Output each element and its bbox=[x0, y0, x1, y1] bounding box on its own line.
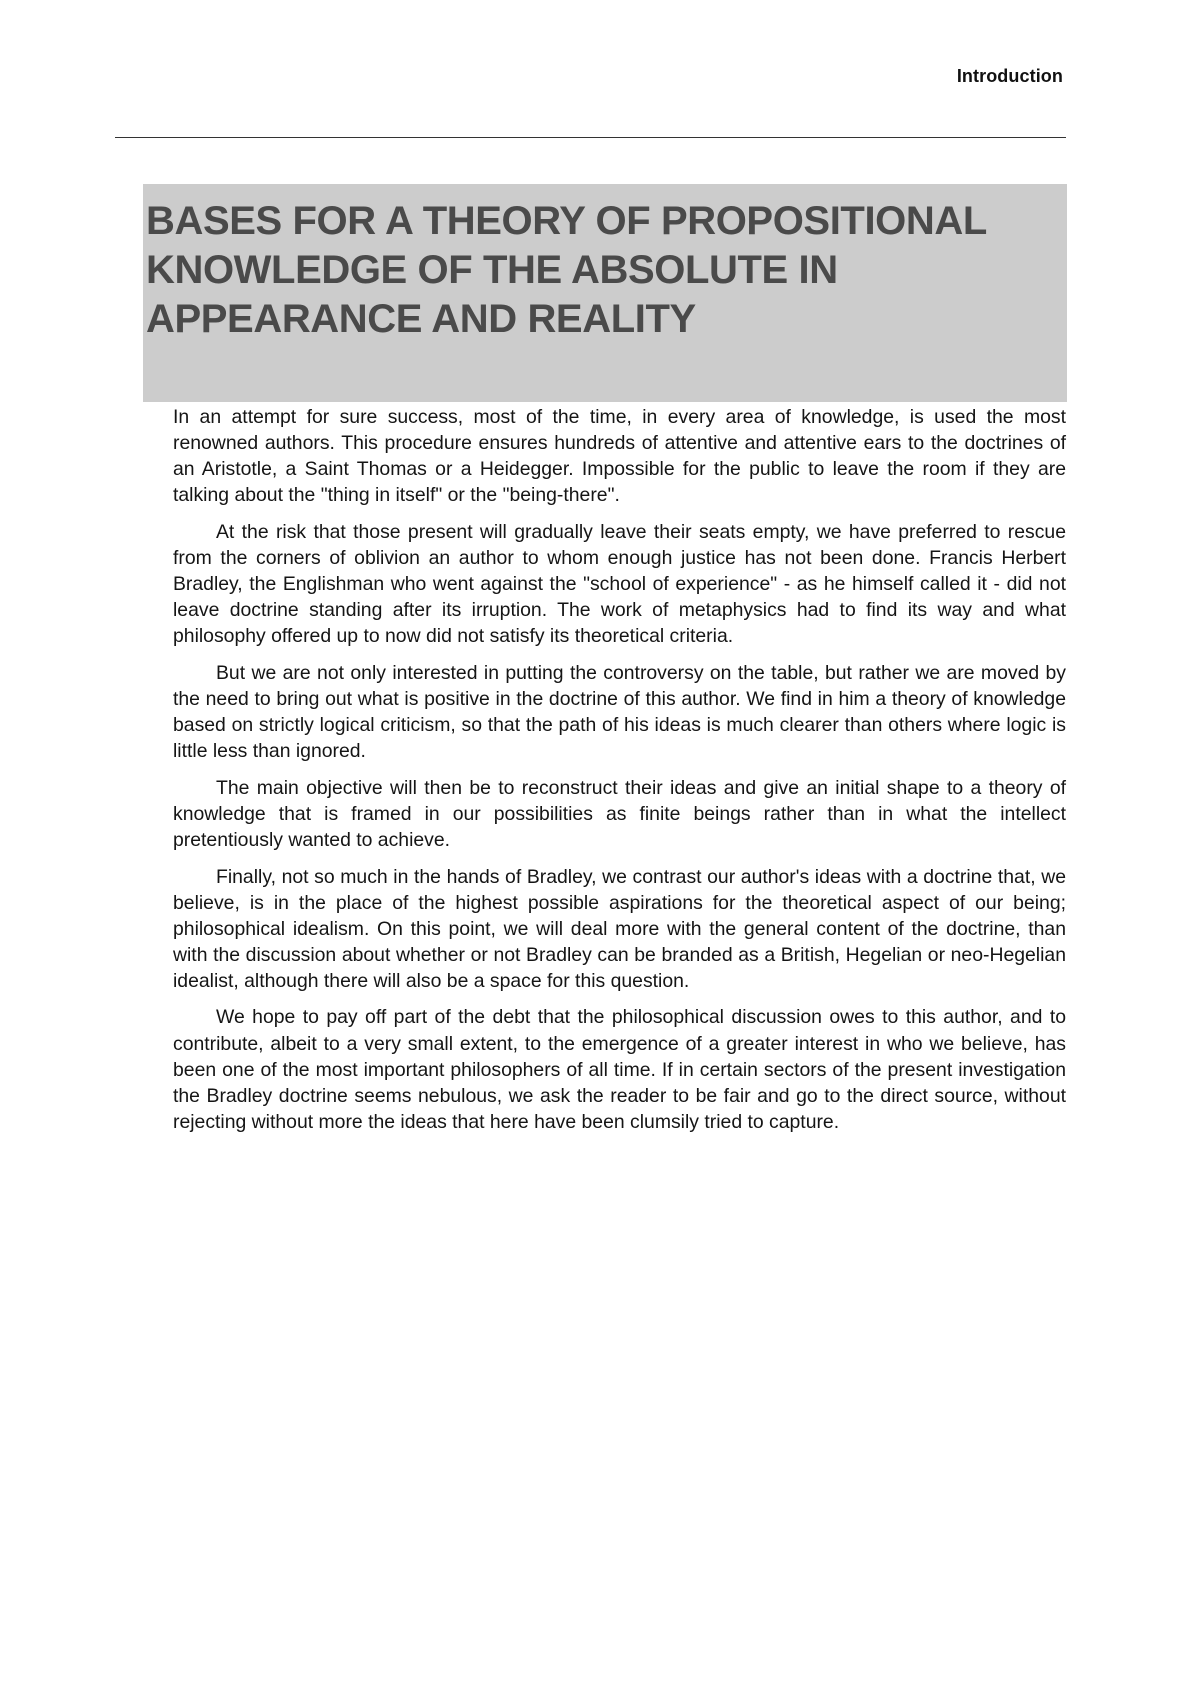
header-divider bbox=[115, 137, 1066, 138]
title-block bbox=[143, 184, 1067, 402]
body-text bbox=[173, 404, 1066, 1145]
running-header: Introduction bbox=[956, 66, 1063, 86]
paragraph-3: But we are not only interested in putting the controversy on the table, but rather we are moved by the need to bring out what is positive in the doctrine of this author. We find in him a theory of knowledge based on strictly logical criticism, so that the path of his ideas is much clearer than others where logic is little less than ignored. bbox=[173, 661, 1066, 763]
paragraph-4: The main objective will then be to reconstruct their ideas and give an initial shape to a theory of knowledge that is framed in our possibilities as finite beings rather than in what the intellect pretentiously wanted to achieve. bbox=[173, 776, 1066, 851]
paragraph-1: In an attempt for sure success, most of the time, in every area of knowledge, is used the most renowned authors. This procedure ensures hundreds of attentive and attentive ears to the doctrines of an Aristotle, a Saint Thomas or a Heidegger. Impossible for the public to leave the room if they are talking about the "thing in itself" or the "being-there". bbox=[173, 406, 1066, 507]
chapter-title: BASES FOR A THEORY OF PROPOSITIONAL KNOWLEDGE OF THE ABSOLUTE IN APPEARANCE AND REALITY bbox=[146, 199, 987, 341]
paragraph-6: We hope to pay off part of the debt that the philosophical discussion owes to this author, and to contribute, albeit to a very small extent, to the emergence of a greater interest in who we believe, has been one of the most important philosophers of all time. If in certain sectors of the present investigation the Bradley doctrine seems nebulous, we ask the reader to be fair and go to the direct source, without rejecting without more the ideas that here have been clumsily tried to capture. bbox=[173, 1006, 1066, 1133]
paragraph-2: At the risk that those present will gradually leave their seats empty, we have preferred to rescue from the corners of oblivion an author to whom enough justice has not been done. Francis Herbert Bradley, the Englishman who went against the "school of experience" - as he himself called it - did not leave doctrine standing after its irruption. The work of metaphysics had to find its way and what philosophy offered up to now did not satisfy its theoretical criteria. bbox=[173, 520, 1066, 648]
paragraph-5: Finally, not so much in the hands of Bradley, we contrast our author's ideas with a doctrine that, we believe, is in the place of the highest possible aspirations for the theoretical aspect of our being; philosophical idealism. On this point, we will deal more with the general content of the doctrine, than with the discussion about whether or not Bradley can be branded as a British, Hegelian or neo-Hegelian idealist, although there will also be a space for this question. bbox=[173, 865, 1066, 992]
